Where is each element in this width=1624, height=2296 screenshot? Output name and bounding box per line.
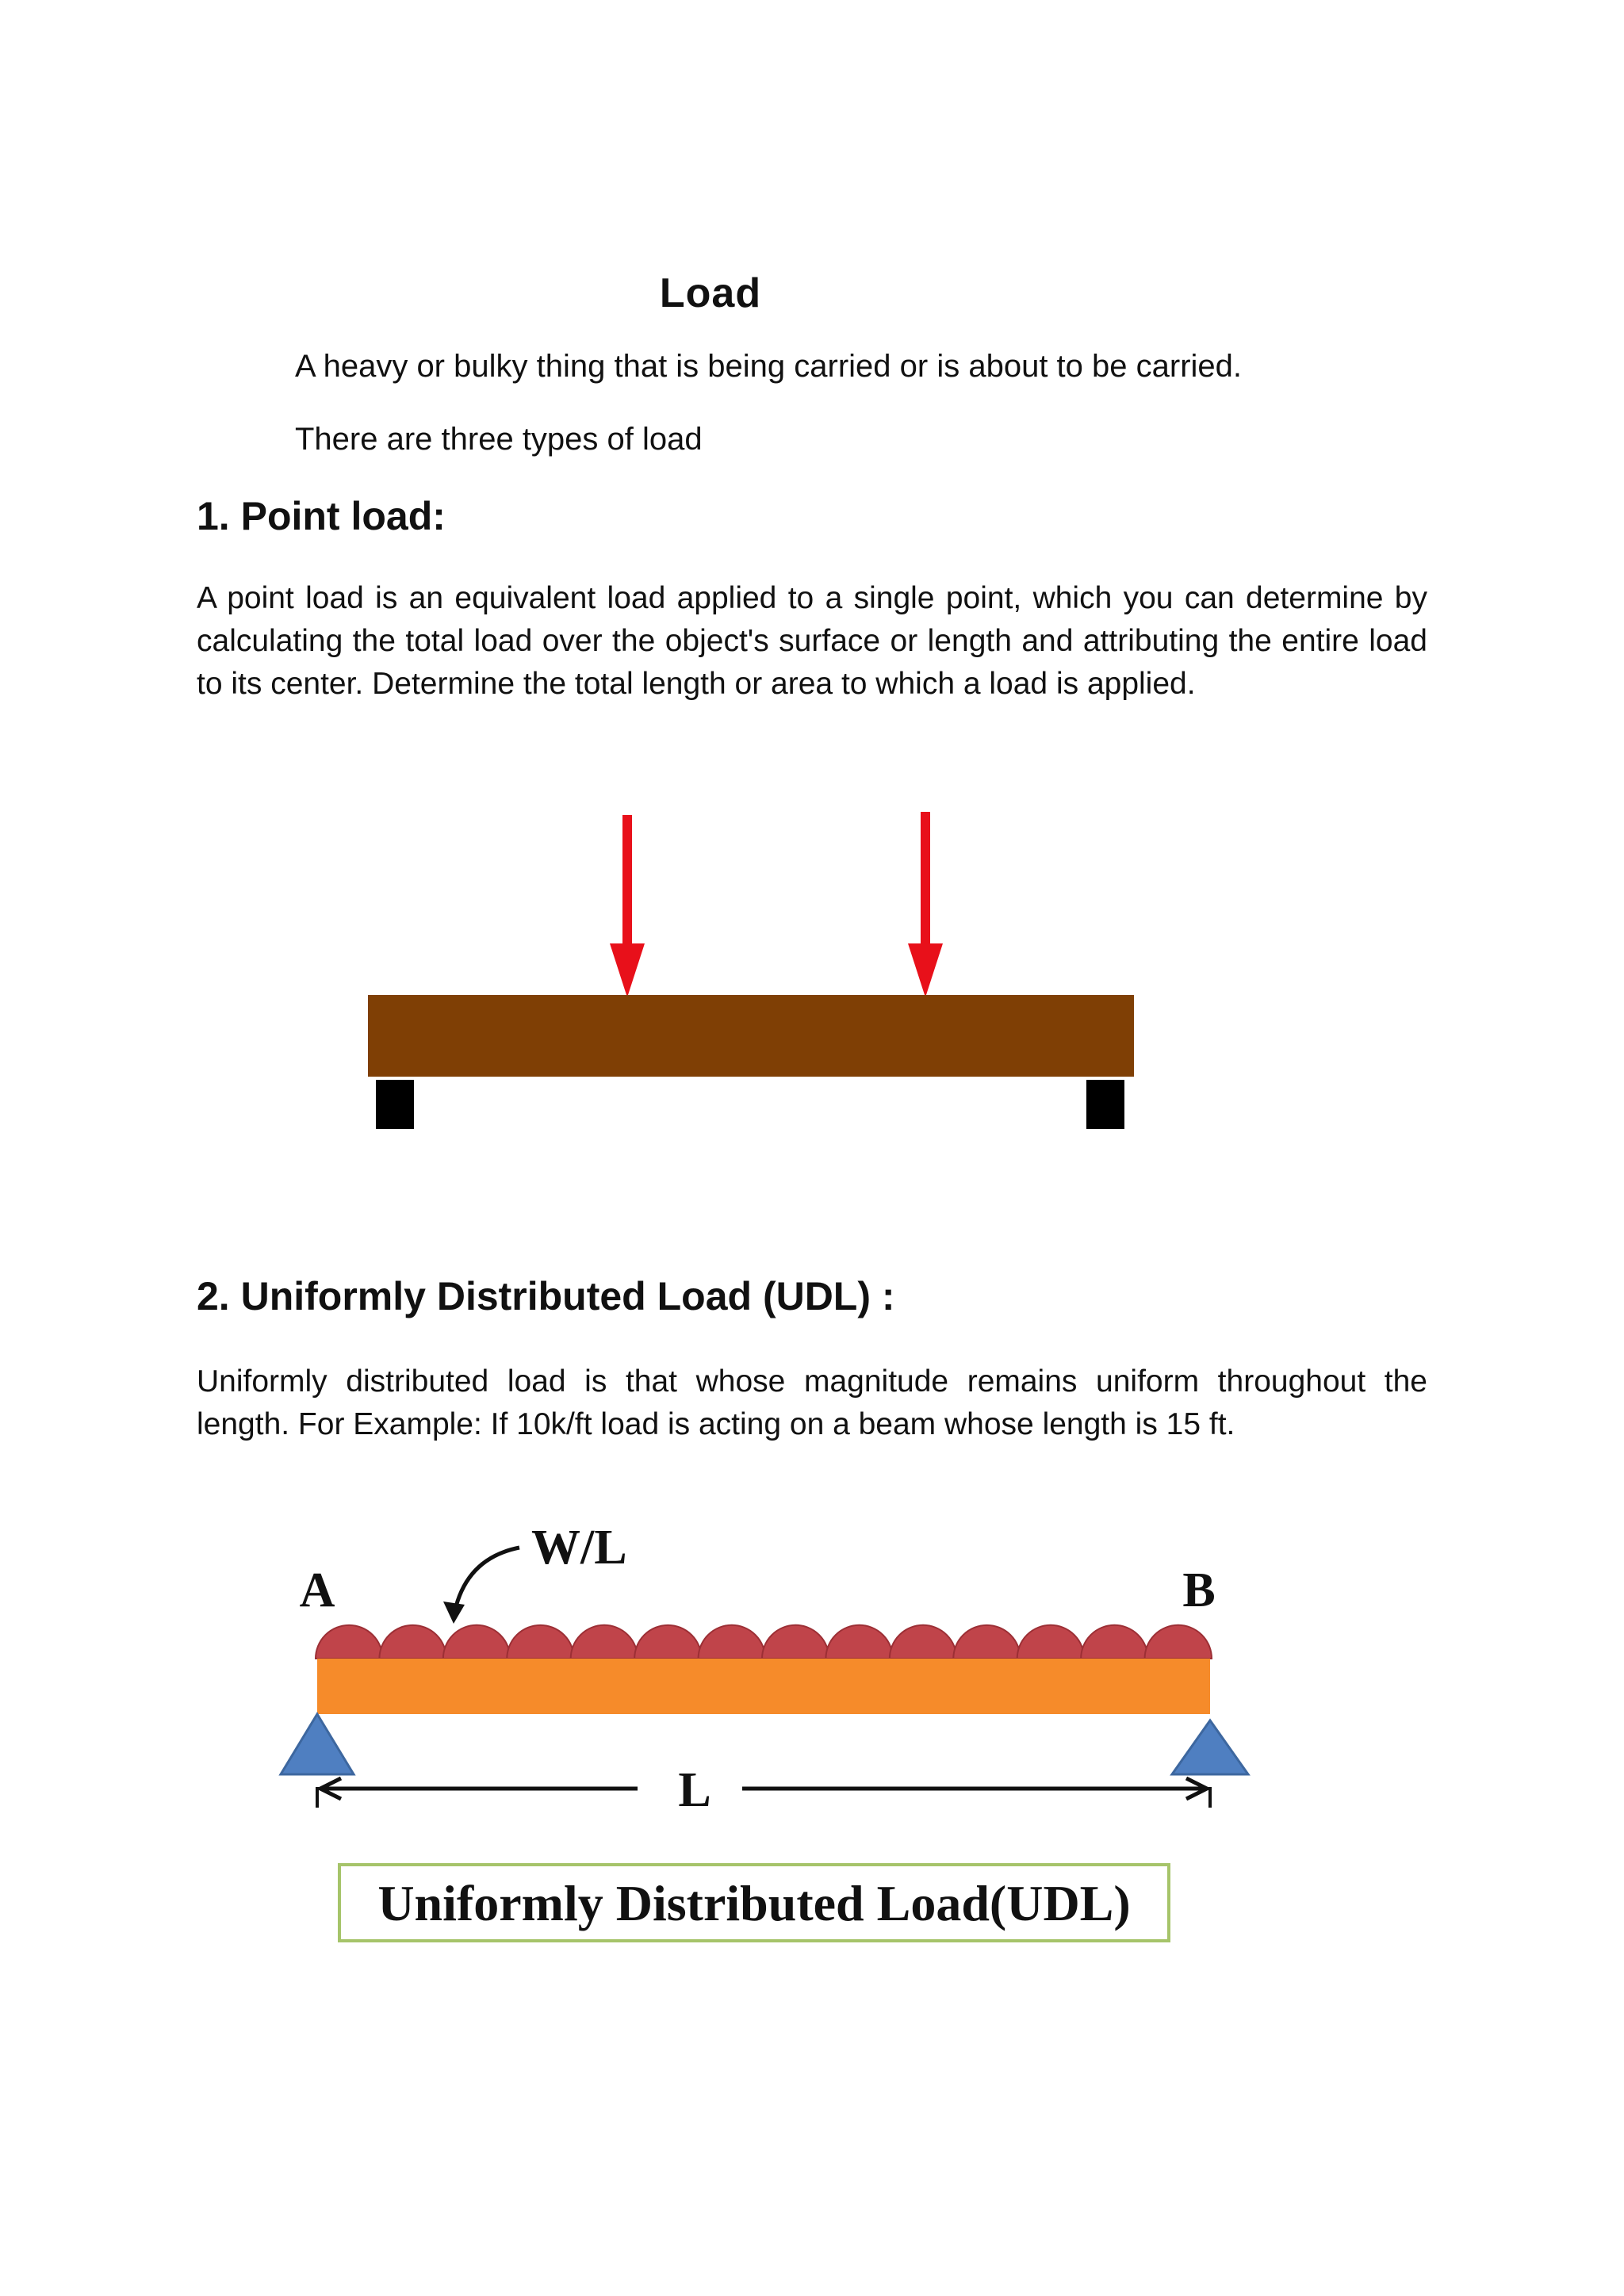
udl-load-bump	[1145, 1625, 1212, 1659]
udl-load-bump	[571, 1625, 638, 1659]
udl-load-bump	[890, 1625, 956, 1659]
udl-figure	[0, 1506, 1624, 1966]
udl-load-group	[316, 1625, 1212, 1659]
udl-load-bump	[379, 1625, 446, 1659]
udl-load-bump	[443, 1625, 510, 1659]
span-label: L	[678, 1763, 711, 1817]
udl-load-bump	[1017, 1625, 1084, 1659]
support-b-label: B	[1182, 1563, 1216, 1617]
section-heading-point-load: 1. Point load:	[197, 494, 446, 538]
udl-load-bump	[1081, 1625, 1147, 1659]
support-block-right	[1086, 1080, 1124, 1129]
point-load-beam	[368, 995, 1134, 1077]
page-title: Load	[659, 270, 762, 316]
udl-load-bump	[953, 1625, 1020, 1659]
label-pointer-arrow	[443, 1548, 519, 1624]
load-intensity-label: W/L	[531, 1521, 627, 1575]
udl-load-bump	[825, 1625, 892, 1659]
support-triangle-b	[1172, 1720, 1248, 1774]
udl-load-bump	[507, 1625, 573, 1659]
intro-definition: A heavy or bulky thing that is being carried or is about to be carried.	[295, 349, 1243, 384]
section-body-point-load: A point load is an equivalent load applied to a single point, which you can determine by calculating the total load over the object's surface or length and attributing the entire load to its center. Determine the total length or area to which a load is applied.	[197, 581, 1427, 701]
section-body-udl: Uniformly distributed load is that whose magnitude remains uniform throughout the length. For Example: If 10k/ft load is acting on a beam whose length is 15 ft.	[197, 1364, 1427, 1441]
span-dimension-arrow	[317, 1778, 1210, 1808]
support-block-left	[376, 1080, 414, 1129]
section-heading-udl: 2. Uniformly Distributed Load (UDL) :	[197, 1274, 895, 1318]
udl-load-bump	[762, 1625, 829, 1659]
load-arrow-right	[908, 812, 943, 997]
point-load-figure	[0, 793, 1624, 1158]
support-a-label: A	[299, 1563, 335, 1617]
support-triangle-a	[281, 1714, 354, 1774]
udl-load-bump	[699, 1625, 765, 1659]
udl-load-bump	[634, 1625, 701, 1659]
udl-beam	[317, 1659, 1210, 1714]
udl-load-bump	[316, 1625, 382, 1659]
udl-caption: Uniformly Distributed Load(UDL)	[377, 1875, 1131, 1931]
load-arrow-left	[610, 815, 645, 997]
intro-types: There are three types of load	[295, 422, 703, 457]
